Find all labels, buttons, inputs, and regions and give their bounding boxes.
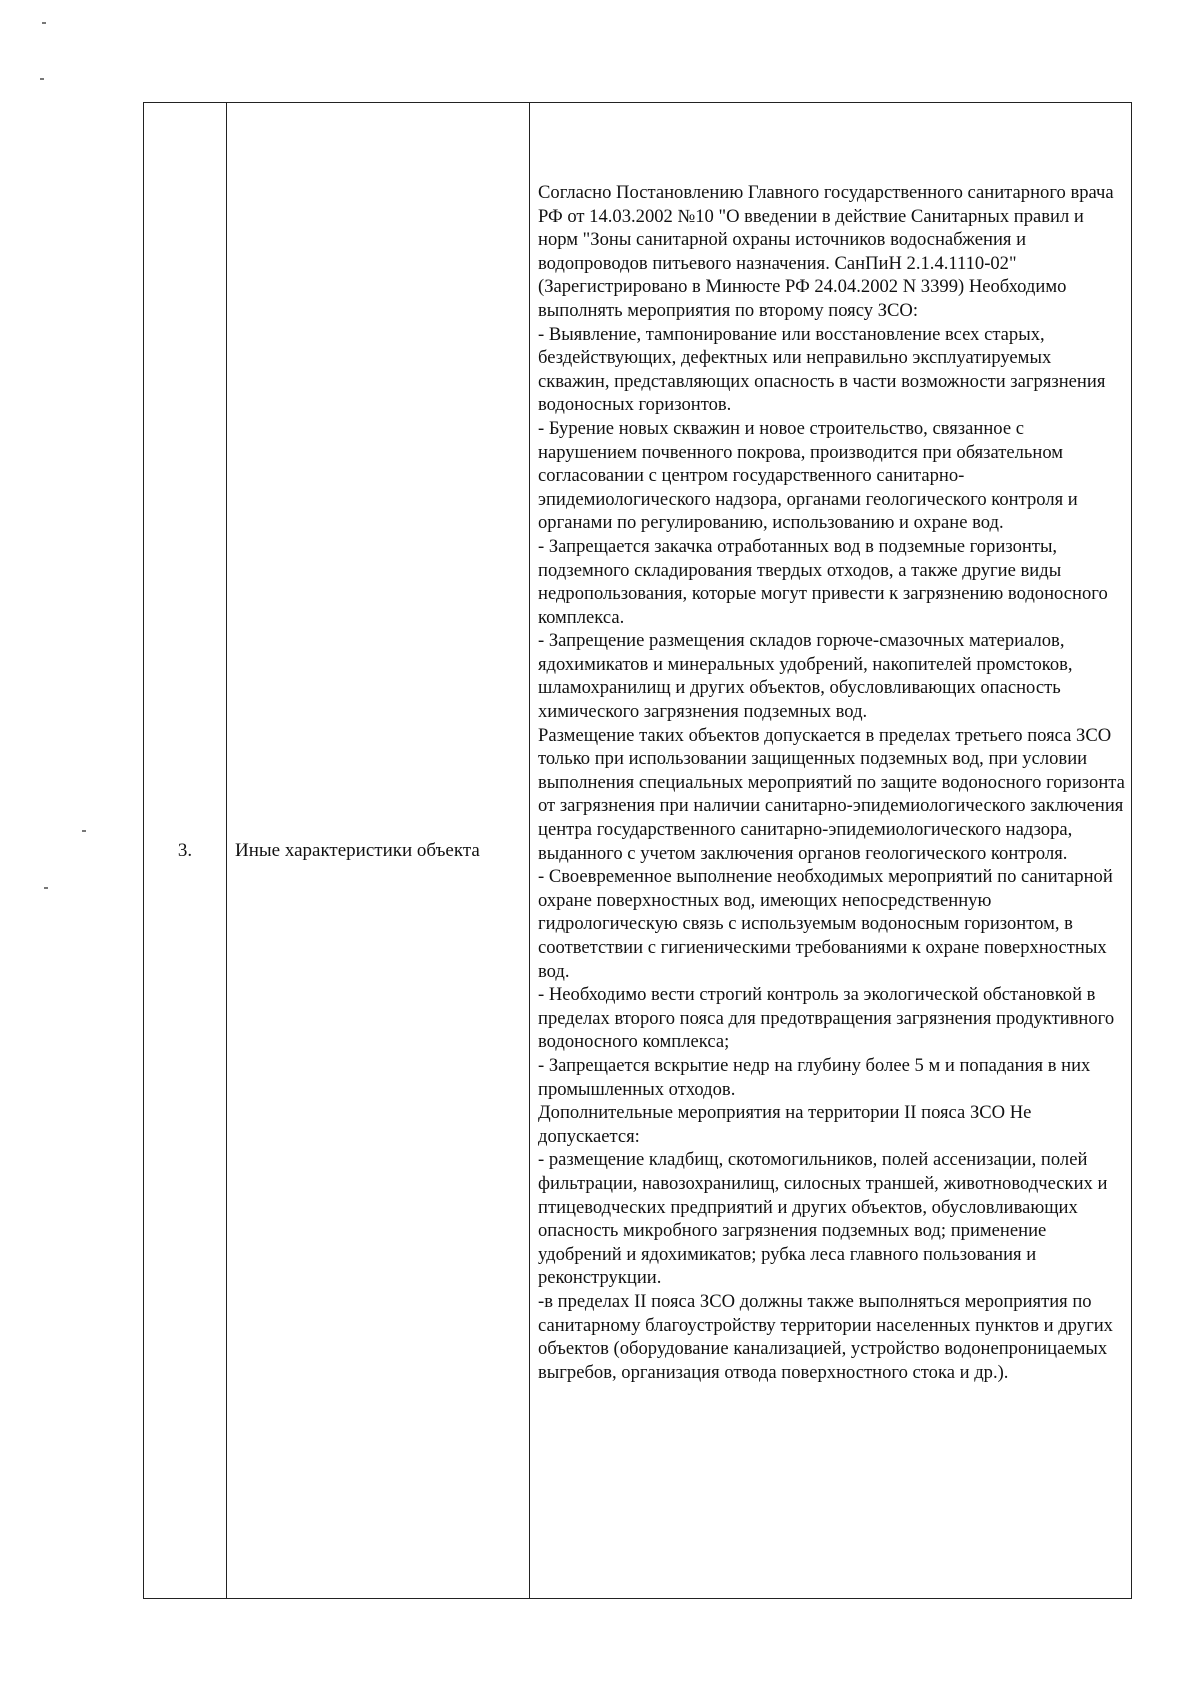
row-description-cell — [530, 103, 1132, 1599]
scan-speck — [44, 887, 48, 889]
description-paragraph: Согласно Постановлению Главного государственного санитарного врача РФ от 14.03.2002 №10 "О введении в действие Санитарных правил и норм "Зоны санитарной охраны источников водоснабжения и водопроводов питьевого назначения. СанПиН 2.1.4.1110-02" (Зарегистрировано в Минюсте РФ 24.04.2002 N 3399) Необходимо выполнять мероприятия по второму поясу ЗСО: — [538, 182, 1114, 321]
scan-speck — [42, 22, 46, 24]
scan-speck — [82, 830, 86, 832]
description-paragraph: - Бурение новых скважин и новое строительство, связанное с нарушением почвенного покрова, производится при обязательном согласовании с центром государственного санитарно-эпидемиологического надзора, органами геологического контроля и органами по регулированию, использованию и охране вод. — [538, 417, 1078, 534]
description-paragraph: Размещение таких объектов допускается в пределах третьего пояса ЗСО только при использовании защищенных подземных вод, при условии выполнения специальных мероприятий по защите водоносного горизонта от загрязнения при наличии санитарно-эпидемиологического заключения центра государственного санитарно-эпидемиологического надзора, выданного с учетом заключения органов геологического контроля. — [538, 724, 1125, 864]
description-paragraph: - Запрещается закачка отработанных вод в подземные горизонты, подземного складирования твердых отходов, а также другие виды недропользования, которые могут привести к загрязнению водоносного комплекса. — [538, 535, 1108, 628]
table-row — [144, 103, 1132, 1599]
description-paragraph: - Своевременное выполнение необходимых мероприятий по санитарной охране поверхностных вод, имеющих непосредственную гидрологическую связь с используемым водоносным горизонтом, в соответствии с гигиеническими требованиями к охране поверхностных вод. — [538, 866, 1113, 982]
scan-speck — [40, 78, 44, 80]
description-paragraph: -в пределах II пояса ЗСО должны также выполняться мероприятия по санитарному благоустройству территории населенных пунктов и других объектов (оборудование канализацией, устройство водонепроницаемых выгребов, организация отвода поверхностного стока и др.). — [538, 1290, 1113, 1383]
description-paragraph: - Запрещается вскрытие недр на глубину более 5 м и попадания в них промышленных отходов. — [538, 1054, 1091, 1100]
row-name-cell — [227, 103, 530, 1599]
description-paragraph: - размещение кладбищ, скотомогильников, полей ассенизации, полей фильтрации, навозохранилищ, силосных траншей, животноводческих и птицеводческих предприятий и других объектов, обусловливающих опасность микробного загрязнения подземных вод; применение удобрений и ядохимикатов; рубка леса главного пользования и реконструкции. — [538, 1149, 1108, 1289]
row-name: Иные характеристики объекта — [235, 839, 480, 861]
description-paragraph: - Запрещение размещения складов горюче-смазочных материалов, ядохимикатов и минеральных удобрений, накопителей промстоков, шламохранилищ и других объектов, обусловливающих опасность химического загрязнения подземных вод. — [538, 630, 1073, 723]
row-number: 3. — [177, 839, 193, 861]
row-number-cell — [144, 103, 227, 1599]
description-paragraph: - Выявление, тампонирование или восстановление всех старых, бездействующих, дефектных или неправильно эксплуатируемых скважин, представляющих опасность в части возможности загрязнения водоносных горизонтов. — [538, 323, 1106, 416]
description-paragraph: Дополнительные мероприятия на территории II пояса ЗСО Не допускается: — [538, 1102, 1032, 1147]
description-paragraph: - Необходимо вести строгий контроль за экологической обстановкой в пределах второго пояса для предотвращения загрязнения продуктивного водоносного комплекса; — [538, 984, 1115, 1053]
characteristics-table — [143, 102, 1132, 1599]
